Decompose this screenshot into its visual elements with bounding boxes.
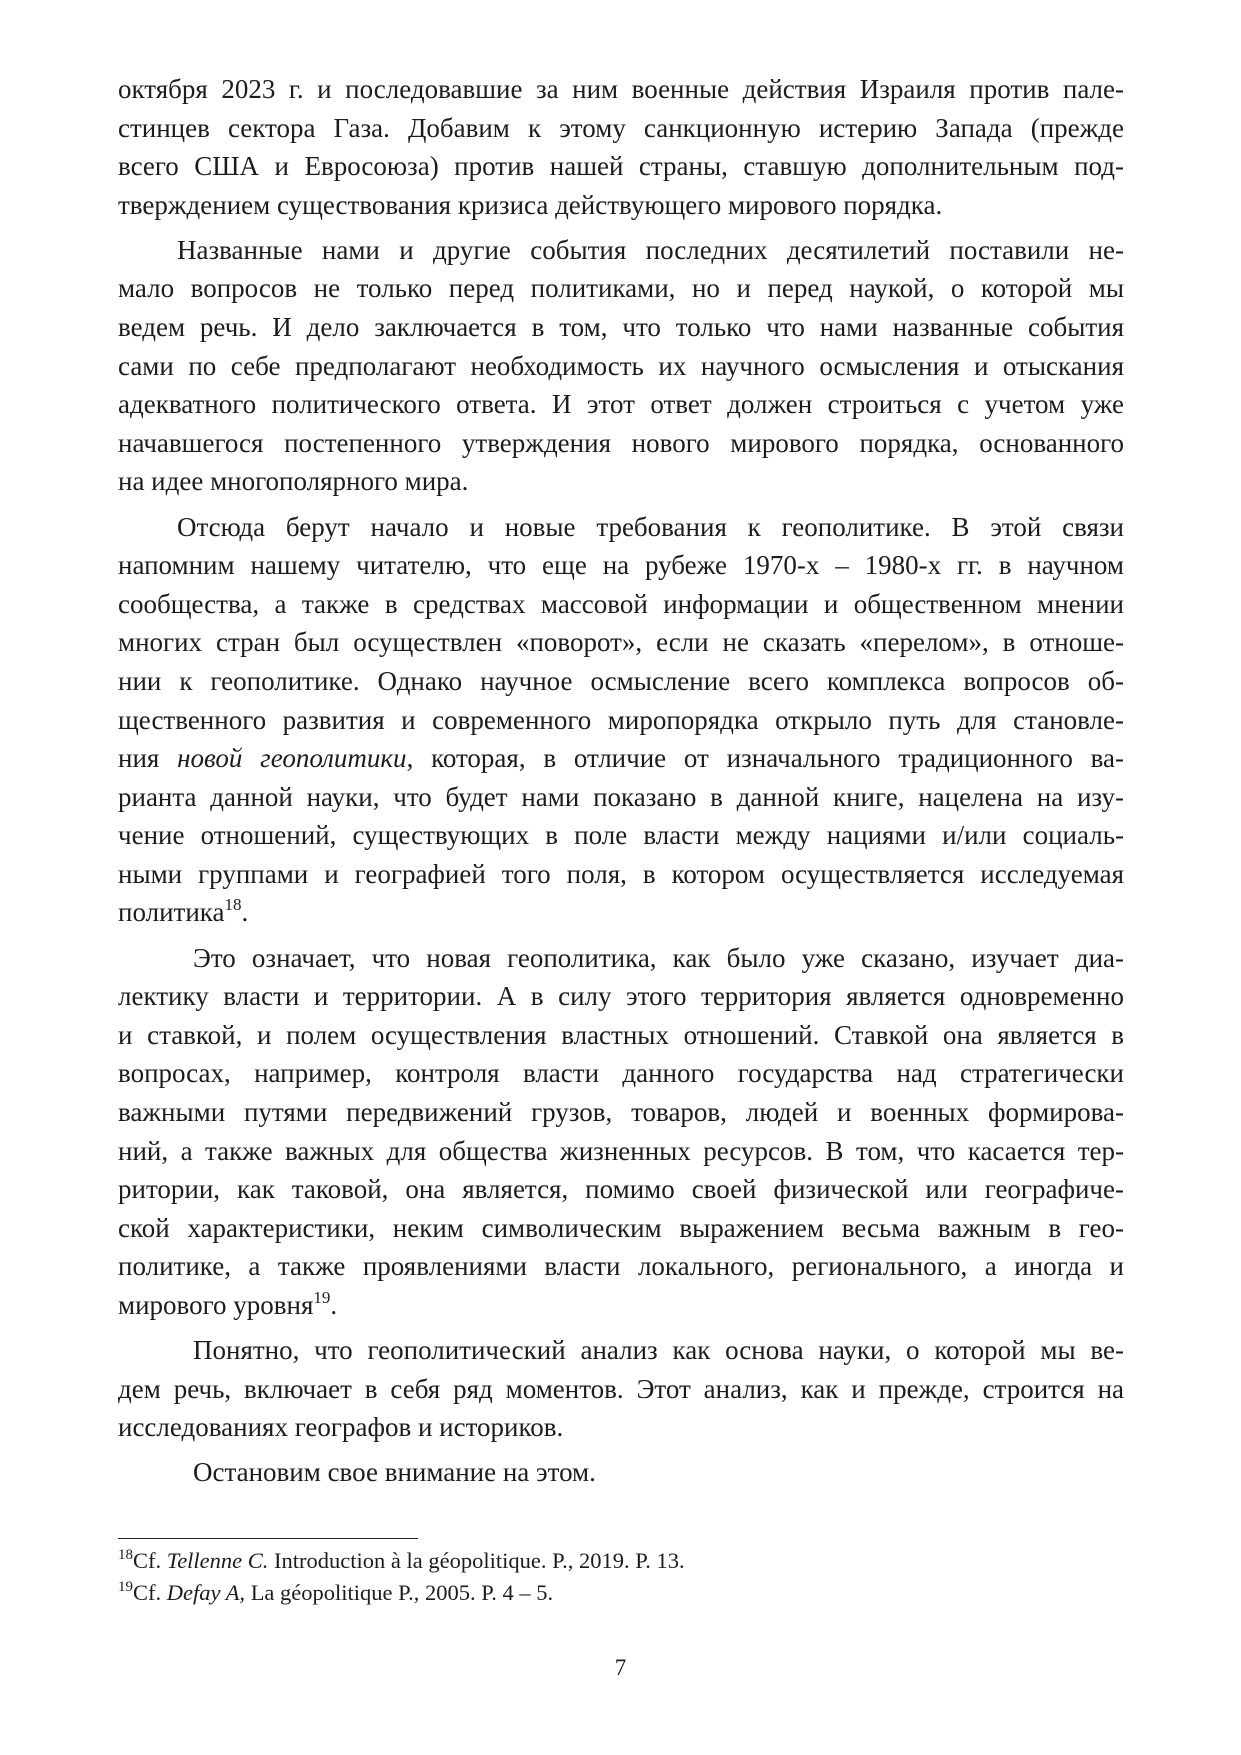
text-line [118, 893, 1124, 932]
paragraph-4 [118, 939, 1124, 1325]
text-line: многих стран был осуществлен «поворот», если не сказать «перелом», в отноше- [118, 627, 1124, 658]
footnote-text: La géopolitique P., 2005. P. 4 – 5. [245, 1579, 554, 1605]
text-line: Остановим свое внимание на этом. [193, 1457, 596, 1488]
text-line: политике, а также проявлениями власти локального, регионального, а иногда и [118, 1251, 1124, 1282]
text-line: щественного развития и современного миропорядка открыло путь для становле- [118, 704, 1124, 735]
text-line: вопросах, например, контроля власти данного государства над стратегически [118, 1058, 1124, 1089]
text-line: исследованиях географов и историков. [118, 1412, 564, 1443]
footnote-number: 19 [118, 1578, 133, 1595]
text-line: Это означает, что новая геополитика, как было уже сказано, изучает диа- [193, 942, 1124, 973]
text-line: сообщества, а также в средствах массовой информации и общественном мнении [118, 588, 1124, 619]
footnote-18 [118, 1545, 1118, 1577]
body-text [118, 70, 1124, 1492]
text-span: . [330, 1289, 338, 1320]
text-line: Названные нами и другие события последних десятилетий поставили не- [177, 234, 1124, 265]
text-line: дем речь, включает в себя ряд моментов. Этот анализ, как и прежде, строится на [118, 1373, 1124, 1404]
text-line: адекватного политического ответа. И этот ответ должен строиться с учетом уже [118, 389, 1124, 420]
footnote-19 [118, 1577, 1118, 1609]
text-line [118, 1286, 1124, 1325]
text-line: нии к геополитике. Однако научное осмысление всего комплекса вопросов об- [118, 665, 1124, 696]
paragraph-3 [118, 508, 1124, 933]
footnote-ref-19[interactable]: 19 [313, 1287, 331, 1307]
footnote-number: 18 [118, 1547, 133, 1563]
text-line: Отсюда берут начало и новые требования к геополитике. В этой связи [177, 511, 1124, 542]
text-line: стинцев сектора Газа. Добавим к этому санкционную истерию Запада (прежде [118, 112, 1124, 143]
text-span: политика [118, 897, 225, 928]
text-line: лектику власти и территории. А в силу этого территория является одновременно [118, 981, 1124, 1012]
text-line: важными путями передвижений грузов, товаров, людей и военных формирова- [118, 1096, 1124, 1127]
paragraph-2 [118, 231, 1124, 501]
text-line: и ставкой, и полем осуществления властных отношений. Ставкой она является в [118, 1019, 1124, 1050]
text-line: ведем речь. И дело заключается в том, что только что нами названные события [118, 312, 1124, 343]
text-line: ными группами и географией того поля, в котором осуществляется исследуемая [118, 858, 1124, 889]
text-line: чение отношений, существующих в поле власти между нациями и/или социаль- [118, 820, 1124, 851]
paragraph-5 [118, 1331, 1124, 1447]
text-line-with-italic [118, 739, 1124, 778]
text-line: на идее многополярного мира. [118, 466, 469, 497]
page-number: 7 [614, 1655, 627, 1680]
text-line: рианта данной науки, что будет нами показано в данной книге, нацелена на изу- [118, 781, 1124, 812]
footnote-divider [118, 1538, 418, 1539]
footnotes [118, 1545, 1118, 1608]
text-span: ния [118, 743, 178, 774]
footnote-author: Tellenne C. [166, 1548, 269, 1573]
text-span: мирового уровня [118, 1289, 314, 1320]
text-line: начавшегося постепенного утверждения нового мирового порядка, основанного [118, 427, 1124, 458]
paragraph-6 [118, 1453, 1124, 1492]
text-line: Понятно, что геополитический анализ как основа науки, о которой мы ве- [193, 1335, 1124, 1365]
text-line: ской характеристики, неким символическим выражением весьма важным в гео- [118, 1212, 1124, 1243]
footnote-prefix: Cf. [133, 1548, 167, 1573]
text-line: ритории, как таковой, она является, помимо своей физической или географиче- [118, 1174, 1124, 1205]
footnote-text: Introduction à la géopolitique. P., 2019. P. 13. [268, 1548, 685, 1573]
text-line: ний, а также важных для общества жизненных ресурсов. В том, что касается тер- [118, 1135, 1124, 1166]
text-line: сами по себе предполагают необходимость их научного осмысления и отыскания [118, 350, 1124, 381]
footnote-author: Defay A, [166, 1579, 246, 1605]
footnote-ref-18[interactable]: 18 [224, 895, 242, 915]
footnote-prefix: Cf. [133, 1579, 167, 1605]
text-line: октября 2023 г. и последовавшие за ним военные действия Израиля против пале- [118, 74, 1124, 104]
text-span: , которая, в отличие от изначального традиционного ва- [406, 743, 1124, 774]
text-line: мало вопросов не только перед политиками, но и перед наукой, о которой мы [118, 273, 1124, 304]
italic-term: новой геополитики [177, 743, 407, 774]
paragraph-1 [118, 70, 1124, 224]
text-span: . [241, 897, 249, 928]
text-line: тверждением существования кризиса действующего мирового порядка. [118, 189, 943, 220]
text-line: всего США и Евросоюза) против нашей страны, ставшую дополнительным под- [118, 151, 1124, 182]
text-line: напомним нашему читателю, что еще на рубеже 1970-х – 1980-х гг. в научном [118, 550, 1124, 581]
